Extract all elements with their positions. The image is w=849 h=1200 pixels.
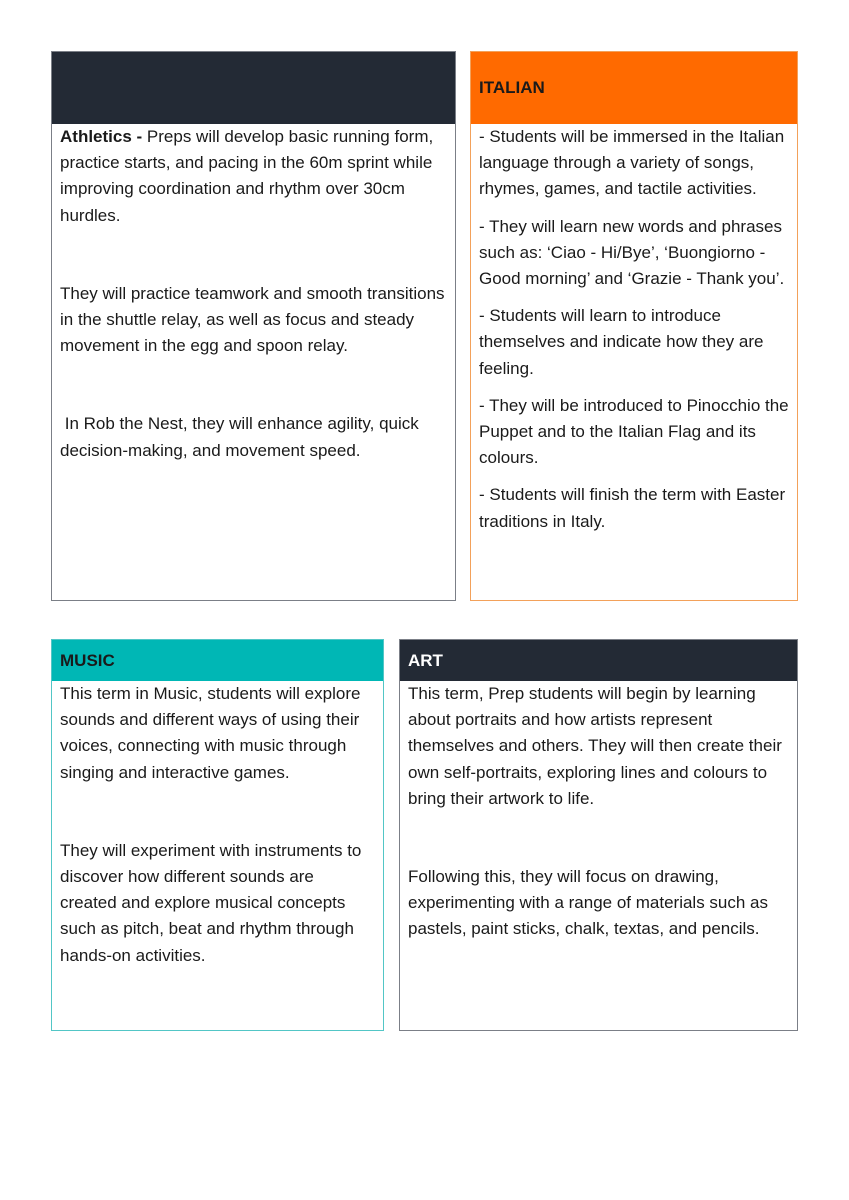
italian-item-1: - Students will be immersed in the Italian language through a variety of songs, rhymes, games, and tactile activities. (479, 127, 785, 199)
italian-item-4: - They will be introduced to Pinocchio the Puppet and to the Italian Flag and its colours. (479, 395, 789, 468)
athletics-para-3: In Rob the Nest, they will enhance agility, quick decision-making, and movement speed. (60, 414, 424, 460)
italian-item-2: - They will learn new words and phrases such as: ‘Ciao - Hi/Bye’, ‘Buongiorno - Good morning’ and ‘Grazie - Thank you’. (479, 216, 785, 289)
athletics-card (51, 51, 456, 601)
italian-item-3: - Students will learn to introduce themselves and indicate how they are feeling. (479, 306, 764, 378)
athletics-para-1 (60, 124, 447, 229)
art-para-2: Following this, they will focus on drawing, experimenting with a range of materials such as pastels, paint sticks, chalk, textas, and pencils. (408, 867, 769, 939)
athletics-header (52, 52, 455, 124)
athletics-para-2: They will practice teamwork and smooth transitions in the shuttle relay, as well as focus and steady movement in the egg and spoon relay. (60, 283, 445, 356)
art-body (400, 681, 797, 943)
music-header: MUSIC (52, 640, 383, 681)
italian-item-5: - Students will finish the term with Easter traditions in Italy. (479, 485, 786, 531)
italian-header: ITALIAN (471, 52, 797, 124)
athletics-para-1-text: Preps will develop basic running form, practice starts, and pacing in the 60m sprint while improving coordination and rhythm over 30cm hurdles. (60, 127, 434, 225)
music-para-2: They will experiment with instruments to discover how different sounds are created and explore musical concepts such as pitch, beat and rhythm through hands-on activities. (60, 840, 362, 965)
italian-body (471, 124, 797, 535)
art-card (399, 639, 798, 1031)
art-para-1: This term, Prep students will begin by learning about portraits and how artists represent themselves and others. They will then create their own self-portraits, exploring lines and colours to bring their artwork to life. (408, 684, 782, 808)
athletics-title: Athletics - (60, 127, 143, 146)
music-card (51, 639, 384, 1031)
music-para-1: This term in Music, students will explore sounds and different ways of using their voices, connecting with music through singing and interactive games. (60, 684, 361, 782)
music-body (52, 681, 383, 969)
art-header: ART (400, 640, 797, 681)
italian-card (470, 51, 798, 601)
athletics-body (52, 124, 455, 464)
